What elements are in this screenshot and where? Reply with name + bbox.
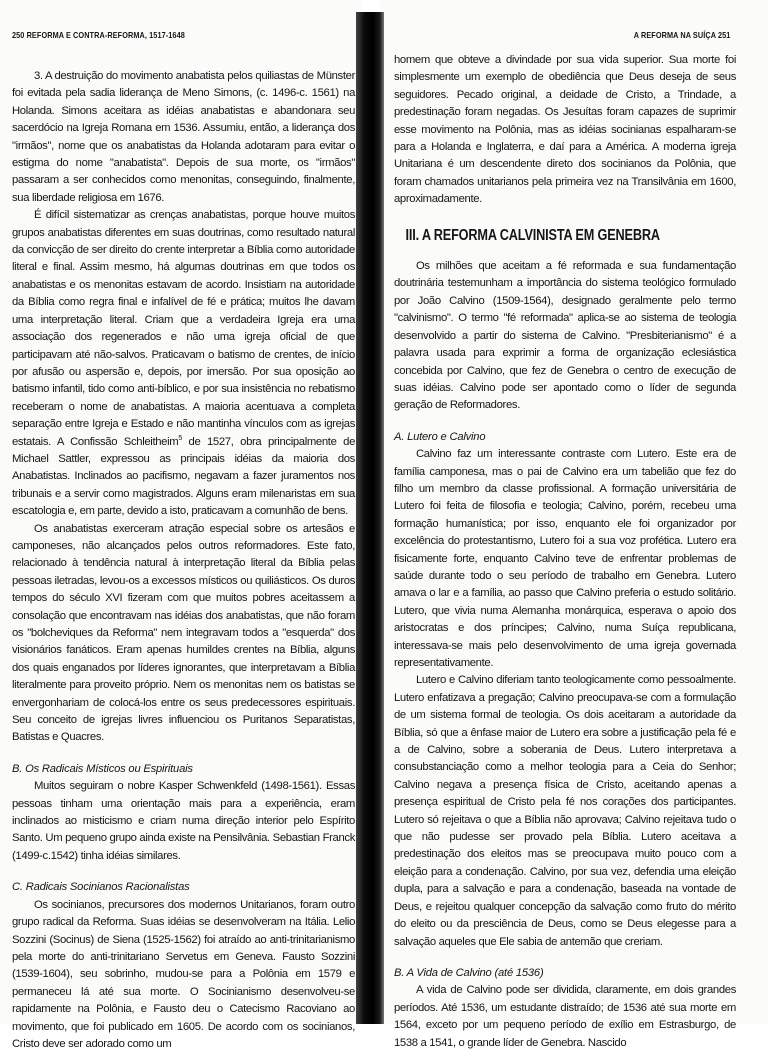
paragraph: A vida de Calvino pode ser dividida, claramente, em dois grandes períodos. Até 1536, um estudante distraído; de 1536 até sua morte em 1564, exceto por um pequeno período de exílio em Estrasburgo, de 1538 a 1541, o grande líder de Genebra. Nascido <box>394 984 736 1049</box>
right-column <box>394 52 736 1052</box>
book-spine-shadow <box>356 12 384 1024</box>
paragraph <box>12 207 355 520</box>
right-page <box>380 0 768 1049</box>
paragraph-text: de 1527, obra principalmente de Michael Sattler, expressou as principais idéias da maioria dos Anabatistas. Inclinados ao pacifismo, negavam a fazer juramentos nos tribunais e a servir como magistrados. Alguns eram milenaristas em sua escatologia e, em parte, devido a isto, praticavam a comunhão de bens. <box>12 435 356 518</box>
paragraph: Muitos seguiram o nobre Kasper Schwenkfeld (1498-1561). Essas pessoas tinham uma orientação mais para a experiência, eram inclinados ao misticismo e criam numa direção interior pelo Espírito Santo. Um pequeno grupo ainda existe na Pensilvânia. Sebastian Franck (1499-c.1542) tinha idéias similares. <box>12 780 355 862</box>
subheading-b: B. Os Radicais Místicos ou Espirituais <box>12 762 193 775</box>
paragraph: Os anabatistas exerceram atração especial sobre os artesãos e camponeses, não alcançados pelos outros reformadores. Este fato, relacionado à tendência natural à interpretação literal da Bíblia pelas pessoas iletradas, levou-os a excessos místicos ou quiliásticos. Os duros tempos do século XVI fizeram com que muitos pobres aceitassem a consolação que encontravam nas idéias dos anabatistas, que não foram os "bolcheviques da Reforma" nem integravam todos a "esquerda" dos visionários fanáticos. Eram apenas humildes crentes na Bíblia, alguns dos quais enganados por líderes ignorantes, que interpretavam a Bíblia literalmente para proveito próprio. Nem os menonitas nem os batistas se envergonhariam de colocá-los entre os seus predecessores espirituais. Seu conceito de igrejas livres influenciou os Puritanos Separatistas, Batistas e Quacres. <box>12 522 355 744</box>
right-running-head: A REFORMA NA SUÍÇA 251 <box>633 30 730 40</box>
paragraph-text: É difícil sistematizar as crenças anabatistas, porque houve muitos grupos anabatistas diferentes em suas doutrinas, como resultado natural da convicção de ser direito do crente interpretar a Bíblia como autoridade literal e final. Assim mesmo, há algumas doutrinas em que todos os anabatistas e os menonitas estavam de acordo. Insistiam na autoridade da Bíblia como regra final e infalível de fé e prática; muitos lhe davam uma interpretação literal. Criam que a verdadeira Igreja era uma associação dos regenerados e não uma igreja oficial de que participavam até não-salvos. Praticavam o batismo de crentes, de início por afusão ou aspersão e, depois, por imersão. Por sua oposição ao batismo infantil, tido como anti-bíblico, e por sua insistência no rebatismo receberam o nome de anabatistas. A maioria acentuava a completa separação entre Igreja e Estado e não mantinha vínculos com as igrejas estatais. A Confissão Schleitheim <box>12 209 355 448</box>
left-running-head: 250 REFORMA E CONTRA-REFORMA, 1517-1648 <box>12 30 185 40</box>
subheading-b: B. A Vida de Calvino (até 1536) <box>394 966 544 979</box>
subheading-a: A. Lutero e Calvino <box>394 430 486 443</box>
paragraph: Lutero e Calvino diferiam tanto teologicamente como pessoalmente. Lutero enfatizava a pregação; Calvino preocupava-se com a formulação de um sistema formal de teologia. Os dois aceitaram a autoridade da Bíblia, só que a ênfase maior de Lutero era sobre a justificação pela fé e a de Calvino, sobre a soberania de Deus. Lutero interpretava a consubstanciação como a melhor teologia para a Ceia do Senhor; Calvino negava a presença física de Cristo, aceitando apenas a presença espiritual de Cristo pela fé nos corações dos participantes. Lutero só rejeitava o que a Bíblia não aprovava; Calvino rejeitava tudo o que não pudesse ser provado pela Bíblia. Lutero aceitava a predestinação dos eleitos mas se preocupava muito pouco com a eleição para a condenação. Calvino, por sua vez, defendia uma eleição dupla, para a salvação e para a condenação, baseada na vontade de Deus, e rejeitou qualquer concepção da salvação como fruto do mérito do eleito ou da presciência de Deus, como se Deus elegesse para a salvação aqueles que Ele sabia de antemão que creriam. <box>394 674 736 948</box>
footnote-mark: 5 <box>178 434 182 442</box>
subheading-c: C. Radicais Socinianos Racionalistas <box>12 881 190 894</box>
section-title: III. A REFORMA CALVINISTA EM GENEBRA <box>405 226 660 244</box>
left-column <box>12 68 355 1053</box>
paragraph: Os milhões que aceitam a fé reformada e sua fundamentação doutrinária testemunham a importância do sistema teológico formulado por João Calvino (1509-1564), designado geralmente pelo termo "calvinismo". O termo "fé reformada" aplica-se ao sistema de teologia desenvolvido a partir do sistema de Calvino. "Presbiterianismo" é a palavra usada para exprimir a forma de organização eclesiástica concebida por Calvino, que fez de Genebra o centro de execução de suas idéias. Calvino pode ser apontado como o líder de segunda geração de Reformadores. <box>394 260 736 412</box>
left-page <box>0 0 362 1050</box>
paragraph: Calvino faz um interessante contraste com Lutero. Este era de família camponesa, mas o pai de Calvino era um tabelião que fez do filho um membro da classe profissional. A formação universitária de Lutero foi feita de filosofia e teologia; Calvino, porém, recebeu uma formação humanística; por isso, enquanto ele foi organizador por excelência do protestantismo, Lutero foi a sua voz profética. Lutero era fisicamente forte, enquanto Calvino teve de enfrentar problemas de saúde durante todo o seu período de trabalho em Genebra. Lutero amava o lar e a família, ao passo que Calvino preferia o estudo solitário. Lutero, que vivia numa Alemanha monárquica, esperava o apoio dos aristocratas e dos príncipes; Calvino, numa Suíça republicana, interessava-se mais pelo desenvolvimento de uma igreja governada representativamente. <box>394 448 736 669</box>
paragraph: Os socinianos, precursores dos modernos Unitarianos, foram outro grupo radical da Reforma. Suas idéias se desenvolveram na Itália. Lelio Sozzini (Socinus) de Siena (1525-1562) foi atraído ao anti-trinitarianismo pela morte do anti-trinitariano Servetus em Geneva. Fausto Sozzini (1539-1604), seu sobrinho, mudou-se para a Polônia em 1579 e permaneceu lá até sua morte. O Socinianismo desenvolveu-se rapidamente na Polônia, e Fausto deu o Catecismo Racoviano ao movimento, que foi publicado em 1605. De acordo com os socinianos, Cristo deve ser adorado como um <box>12 898 355 1050</box>
paragraph: homem que obteve a divindade por sua vida superior. Sua morte foi simplesmente um exemplo de obediência que Deus deseja de seus seguidores. Pecado original, a deidade de Cristo, a Trindade, a predestinação foram negadas. Os Jesuítas foram capazes de suprimir esse movimento na Polônia, mas as idéias socinianas espalharam-se para a Holanda e Inglaterra, e daí para a América. A moderna igreja Unitariana é um descendente direto dos socinianos da Polônia, que foram chamados unitarianos pela primeira vez na Transilvânia em 1600, aproximadamente. <box>394 54 736 206</box>
paragraph: 3. A destruição do movimento anabatista pelos quiliastas de Münster foi evitada pela sadia liderança de Meno Simons, (c. 1496-c. 1561) na Holanda. Simons aceitara as idéias anabatistas e abandonara seu sacerdócio na Igreja Romana em 1536. Assumiu, então, a liderança dos "irmãos", nome que os anabatistas da Holanda adotaram para evitar o estigma do nome "anabatista". Depois de sua morte, os "irmãos" passaram a ser conhecidos como menonitas, conseguindo, finalmente, sua liberdade religiosa em 1676. <box>12 70 355 204</box>
